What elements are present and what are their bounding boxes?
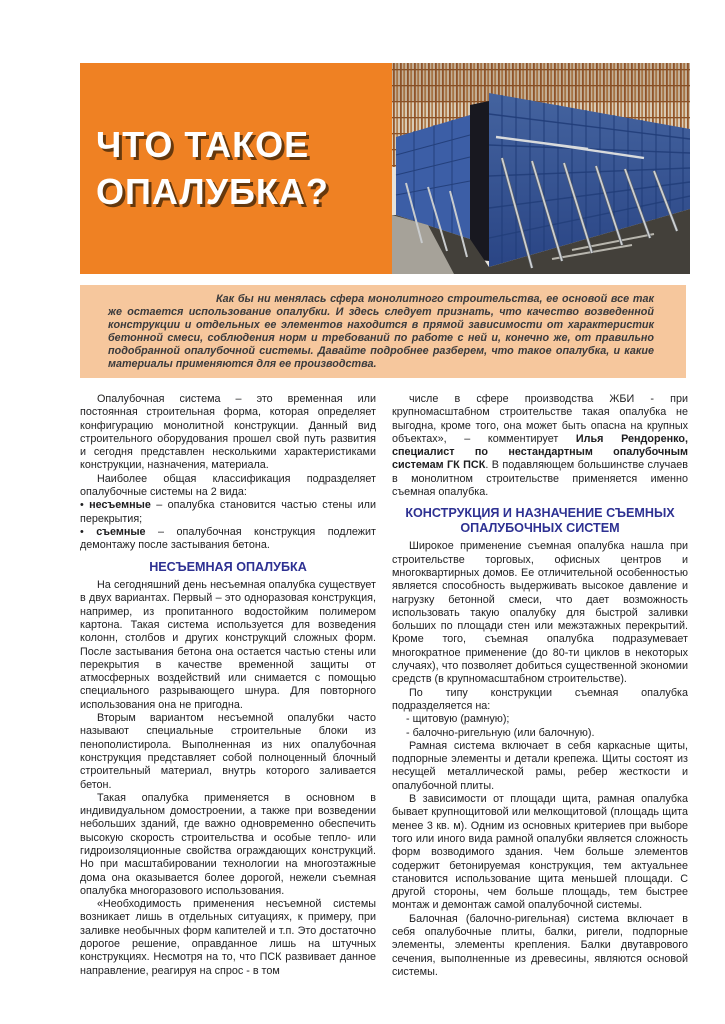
paragraph: В зависимости от площади щита, рамная опалубка бывает крупнощитовой или мелкощитовой (площадь щита менее 3 кв. м). Одним из основных критериев при выборе того или иного вида рамной опалубки является сложность форм возводимого здания. Чем больше элементов содержит бетонируемая конструкция, тем актуальнее становится использование щита меньшей площади. С другой стороны, чем больше площадь, тем быстрее монтаж и демонтаж самой опалубочной системы. [392, 793, 688, 912]
list-item: - щитовую (рамную); [406, 713, 510, 726]
paragraph: Вторым вариантом несъемной опалубки часто называют специальные строительные блоки из пенополистирола. Выполненная из них опалубочная конструкция представляет собой полноценный блочный строительный материал, внутрь которого заливается бетон. [80, 712, 376, 791]
paragraph: Балочная (балочно-ригельная) система включает в себя опалубочные плиты, балки, ригели, подпорные элементы, элементы крепления. Балки двутаврового сечения, выполненные из древесины, являются основой системы. [392, 912, 688, 978]
bullet-item [80, 526, 376, 553]
paragraph-quote-continuation [392, 393, 688, 499]
page-title-line1: ЧТО ТАКОЕ [96, 124, 310, 165]
right-column [392, 393, 688, 979]
paragraph: Опалубочная система – это временная или постоянная строительная форма, которая определяет конфигурацию монолитной конструкции. Данный вид строительного оборудования прошел свой путь развития и сегодня представлен несколькими характеристиками конструкции, назначения, материала. [80, 393, 376, 472]
paragraph: На сегодняшний день несъемная опалубка существует в двух вариантах. Первый – это одноразовая конструкция, например, из пропитанного водостойким полимером картона. Такая система используется для возведения колонн, столбов и других конструкций сложных форм. После застывания бетона она остается частью стены или перекрытия в качестве временной защиты от атмосферных воздействий или снимается с помощью специального разрывающего шнура. Для повторного использования она не пригодна. [80, 579, 376, 711]
bullet-glyph: • [80, 499, 84, 512]
paragraph: Рамная система включает в себя каркасные щиты, подпорные элементы и детали крепежа. Щиты состоят из несущей металлической рамы, ребер жесткости и опалубочной плиты. [392, 739, 688, 792]
bullet-term: несъемные [83, 499, 151, 512]
section-heading-nonremovable-formwork: НЕСЪЕМНАЯ ОПАЛУБКА [149, 559, 307, 574]
article-body [80, 393, 688, 979]
paragraph: «Необходимость применения несъемной системы возникает лишь в отдельных ситуациях, к примеру, при заливке необычных форм капителей и т.п. Это достаточно дорогое решение, оправданное лишь на штучных конструкциях. Несмотря на то, что ПСК развивает данное направление, реагируя на спрос - в том [80, 898, 376, 977]
section-heading-removable-systems: КОНСТРУКЦИЯ И НАЗНАЧЕНИЕ СЪЕМНЫХ ОПАЛУБОЧНЫХ СИСТЕМ [405, 506, 675, 535]
left-column [80, 393, 376, 979]
bullet-term: съемные [83, 525, 146, 538]
article-header [80, 63, 690, 274]
bullet-text: – опалубочная конструкция подлежит демонтажу после застывания бетона. [80, 525, 376, 552]
paragraph: По типу конструкции съемная опалубка подразделяется на: [392, 686, 688, 712]
quote-text-after: . В подавляющем большинстве случаев в монолитном строительстве применяется именно съемная опалубка. [392, 459, 688, 499]
paragraph: Наиболее общая классификация подразделяет опалубочные системы на 2 вида: [80, 472, 376, 499]
formwork-construction-photo [392, 63, 690, 274]
bullet-item [80, 499, 376, 526]
intro-text: Как бы ни менялась сфера монолитного строительства, ее основой все так же остается использование опалубки. И здесь следует признать, что качество возведенной конструкции и отдельных ее элементов находится в прямой зависимости от характеристик бетонной смеси, соблюдения норм и требований по работе с ней и, конечно же, от правильно подобранной опалубочной системы. Давайте подробнее разберем, что такое опалубка, и какие материалы применяются для ее производства. [108, 293, 654, 370]
list-item: - балочно-ригельную (или балочную). [406, 726, 595, 739]
paragraph: Широкое применение съемная опалубка нашла при строительстве торговых, офисных центров и многоквартирных домов. Ее отличительной особенностью является способность выдерживать высокое давление и нагрузку бетонной смеси, что дает возможность использовать такую опалубку для быстрой заливки больших по площади стен или межэтажных перекрытий. Кроме того, съемная опалубка подразумевает многократное применение (до 80-ти циклов в некоторых случаях), что позволяет добиться существенной экономии средств (в крупномасштабном строительстве). [392, 540, 688, 686]
quote-text: числе в сфере производства ЖБИ - при крупномасштабном строительстве такая опалубка не выгодна, кроме того, она может быть опасна на крупных объектах», – комментирует [392, 393, 688, 445]
paragraph: Такая опалубка применяется в основном в индивидуальном домостроении, а также при возведении небольших зданий, где важно одновременно обеспечить высокую скорость строительства и особые тепло- или гидроизоляционные свойства ограждающих конструкций. Но при масштабировании технологии на многоэтажные дома она оказывается более дорогой, нежели съемная опалубка многоразового использования. [80, 791, 376, 897]
intro-callout [80, 285, 686, 378]
bullet-text: – опалубка становится частью стены или перекрытия; [80, 499, 376, 525]
bullet-glyph: • [80, 525, 84, 538]
page-title-line2: ОПАЛУБКА? [96, 171, 329, 212]
expert-name: Илья Рендоренко, специалист по нестандартным опалубочным системам ГК ПСК [392, 432, 688, 472]
article-title-block [80, 63, 392, 274]
